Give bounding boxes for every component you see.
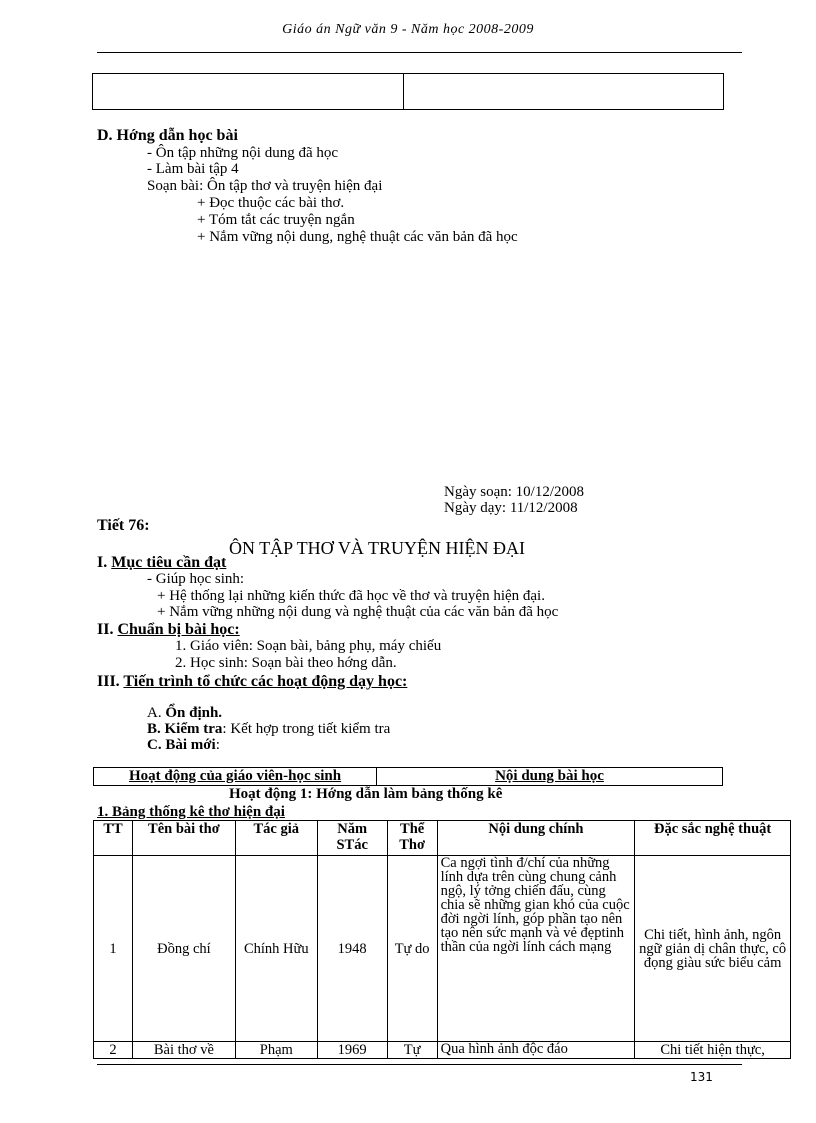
table-header-cell: Thể Thơ [387,821,437,856]
section-ii-heading [97,622,240,637]
section-iii-b-prefix: B. [147,721,165,737]
date-taught: Ngày dạy: 11/12/2008 [444,500,578,516]
section-d-line-6: + Nắm vững nội dung, nghệ thuật các văn bản đã học [197,229,518,245]
table-cell-author: Phạm [235,1042,317,1059]
section-iii-a-prefix: A. [147,705,166,721]
previous-table-remnant [92,73,724,110]
section-i-line-1: - Giúp học sinh: [147,571,245,587]
section-iii-title: Tiến trình tổ chức các hoạt động dạy học: [123,673,408,690]
section-iii-b [147,722,390,737]
table-header-cell: Đặc sắc nghệ thuật [635,821,791,856]
table-cell-form: Tự do [387,856,437,1042]
section-iii-c-colon: : [215,737,220,753]
section-d-line-2: - Làm bài tập 4 [147,161,239,177]
lesson-title: ÔN TẬP THƠ VÀ TRUYỆN HIỆN ĐẠI [229,538,525,558]
table-header-cell: Năm STác [317,821,387,856]
activity-1-subtitle: 1. Bảng thống kê thơ hiện đại [97,804,285,820]
poetry-statistics-table [93,820,791,1059]
section-ii-prefix: II. [97,621,118,638]
table-cell-name: Bài thơ về [132,1042,235,1059]
table-header-cell: TT [94,821,133,856]
section-iii-a [147,706,222,721]
section-i-heading [97,555,226,570]
activity-1-title: Hoạt động 1: Hớng dẫn làm bảng thống kê [229,786,503,802]
activity-header-right: Nội dung bài học [495,768,604,784]
section-ii-title: Chuẩn bị bài học: [117,621,240,638]
page-header-title: Giáo án Ngữ văn 9 - Năm học 2008-2009 [282,22,534,37]
table-cell-form: Tự [387,1042,437,1059]
section-i-line-3: + Nắm vững những nội dung và nghệ thuật của các văn bản đã học [157,604,559,620]
section-d-line-5: + Tóm tắt các truyện ngắn [197,212,355,228]
table-cell-content: Qua hình ảnh độc đáo [437,1042,635,1059]
table-cell-year: 1948 [317,856,387,1042]
table-cell-art: Chi tiết hiện thực, [635,1042,791,1059]
table-header-cell: Nội dung chính [437,821,635,856]
footer-rule [97,1064,742,1065]
remnant-cell-right [404,74,723,109]
remnant-cell-left [93,74,404,109]
section-iii-heading [97,674,407,689]
section-d-line-1: - Ôn tập những nội dung đã học [147,145,339,161]
section-iii-c-label: C. Bài mới [147,737,216,753]
table-cell-art: Chi tiết, hình ảnh, ngôn ngữ giản dị chân thực, cô đọng giàu sức biểu cảm [635,856,791,1042]
page-number: 131 [690,1070,713,1084]
section-iii-prefix: III. [97,673,124,690]
table-cell-tt: 1 [94,856,133,1042]
table-cell-year: 1969 [317,1042,387,1059]
section-iii-b-text: : Kết hợp trong tiết kiểm tra [222,721,391,737]
table-header-cell: Tên bài thơ [132,821,235,856]
section-i-title: Mục tiêu cần đạt [111,554,227,571]
section-ii-line-1: 1. Giáo viên: Soạn bài, bảng phụ, máy chiếu [175,638,442,654]
table-cell-content: Ca ngợi tình đ/chí của những lính dựa trên cùng chung cảnh ngộ, lý tởng chiến đấu, cùng chia sẽ những gian khó của cuộc đời ngời lính, góp phần tạo nên tạo nên sức mạnh và vẻ đẹptinh thần của ngời lính cách mạng [437,856,635,1042]
table-cell-name: Đồng chí [132,856,235,1042]
section-iii-a-label: Ổn định. [165,705,223,721]
table-row [94,856,791,1042]
section-i-prefix: I. [97,554,112,571]
table-header-row [94,821,791,856]
table-cell-tt: 2 [94,1042,133,1059]
section-i-line-2: + Hệ thống lại những kiến thức đã học về thơ và truyện hiện đại. [157,588,545,604]
section-d-line-4: + Đọc thuộc các bài thơ. [197,195,345,211]
section-d-line-3: Soạn bài: Ôn tập thơ và truyện hiện đại [147,178,383,194]
activity-header-bar [93,767,723,786]
section-ii-line-2: 2. Học sinh: Soạn bài theo hớng dẫn. [175,655,397,671]
table-row [94,1042,791,1059]
section-d-heading: D. Hớng dẫn học bài [97,127,238,144]
header-rule [97,52,742,53]
activity-header-left: Hoạt động của giáo viên-học sinh [94,768,377,785]
lesson-number: Tiết 76: [97,517,150,534]
section-iii-c [147,738,220,753]
table-cell-author: Chính Hữu [235,856,317,1042]
table-header-cell: Tác giả [235,821,317,856]
section-iii-b-label: Kiểm tra [164,721,223,737]
date-prepared: Ngày soạn: 10/12/2008 [444,484,584,500]
